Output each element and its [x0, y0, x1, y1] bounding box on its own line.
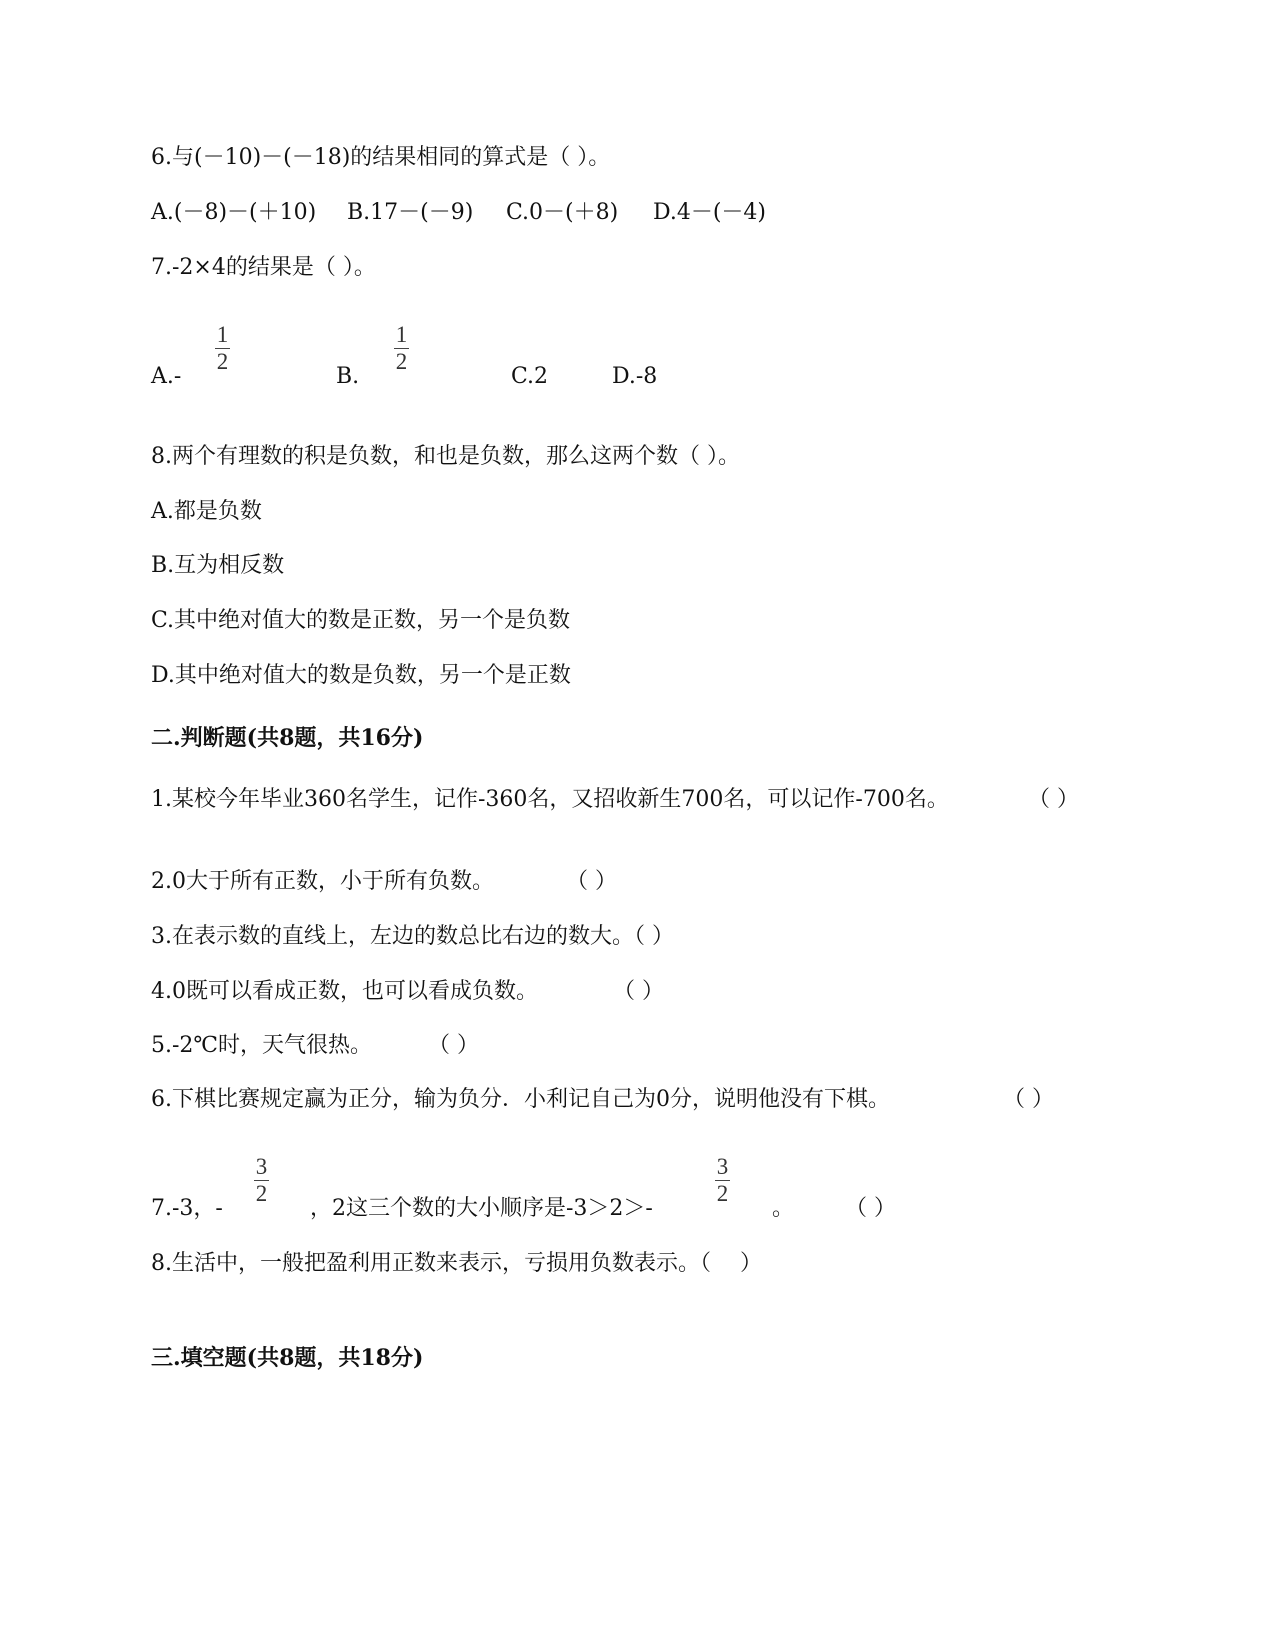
judge-item-4-blank: （ ）	[613, 979, 664, 1004]
q7-option-d: D.-8	[612, 364, 658, 389]
q6-option-a: A.(－8)－(＋10)	[151, 200, 317, 225]
judge-item-4: 4.0既可以看成正数，也可以看成负数。	[151, 979, 538, 1004]
judge-item-8: 8.生活中，一般把盈利用正数来表示，亏损用负数表示。（ ）	[151, 1251, 762, 1276]
q7-option-a: A.-	[151, 364, 182, 389]
q7-option-a-fraction	[215, 323, 230, 374]
question-6-stem: 6.与(－10)－(－18)的结果相同的算式是（ ）。	[151, 145, 611, 170]
judge-item-6: 6.下棋比赛规定赢为正分，输为负分．小利记自己为0分，说明他没有下棋。	[151, 1087, 890, 1112]
q7-option-b-fraction	[394, 323, 409, 374]
q6-option-c: C.0－(＋8)	[506, 200, 619, 225]
fraction-numerator: 3	[716, 1154, 729, 1179]
judge-item-1-blank: （ ）	[1028, 787, 1079, 812]
judge-item-2: 2.0大于所有正数，小于所有负数。	[151, 869, 494, 894]
judge-item-7-fraction-1	[254, 1155, 269, 1206]
judge-item-5-blank: （ ）	[428, 1033, 479, 1058]
judge-item-1: 1.某校今年毕业360名学生，记作-360名，又招收新生700名，可以记作-700名。	[151, 787, 949, 812]
judge-item-5: 5.-2℃时，天气很热。	[151, 1033, 373, 1058]
judge-item-7-fraction-2	[715, 1155, 730, 1206]
fraction-denominator: 2	[395, 349, 408, 374]
q6-option-d: D.4－(－4)	[653, 200, 767, 225]
fraction-numerator: 1	[216, 322, 229, 347]
fraction-numerator: 3	[255, 1154, 268, 1179]
judge-item-6-blank: （ ）	[1003, 1087, 1054, 1112]
judge-item-2-blank: （ ）	[566, 869, 617, 894]
question-8-stem: 8.两个有理数的积是负数，和也是负数，那么这两个数（ ）。	[151, 444, 740, 469]
judge-item-7-part-b: ，2这三个数的大小顺序是-3＞2＞-	[310, 1196, 653, 1221]
q8-option-b: B.互为相反数	[151, 553, 285, 578]
question-7-stem: 7.-2×4的结果是（ ）。	[151, 255, 376, 280]
fraction-denominator: 2	[716, 1181, 729, 1206]
q8-option-c: C.其中绝对值大的数是正数，另一个是负数	[151, 608, 571, 633]
judge-item-7-blank: （ ）	[845, 1196, 896, 1221]
section-2-heading: 二.判断题(共8题，共16分)	[151, 725, 424, 751]
q7-option-b: B.	[336, 364, 360, 389]
q8-option-a: A.都是负数	[151, 499, 262, 524]
q6-option-b: B.17－(－9)	[347, 200, 474, 225]
fraction-denominator: 2	[216, 349, 229, 374]
q8-option-d: D.其中绝对值大的数是负数，另一个是正数	[151, 663, 571, 688]
judge-item-3: 3.在表示数的直线上，左边的数总比右边的数大。（ ）	[151, 924, 674, 949]
judge-item-7-part-a: 7.-3，-	[151, 1196, 223, 1221]
fraction-numerator: 1	[395, 322, 408, 347]
judge-item-7-part-c: 。	[772, 1196, 795, 1221]
section-3-heading: 三.填空题(共8题，共18分)	[151, 1345, 424, 1371]
fraction-denominator: 2	[255, 1181, 268, 1206]
q7-option-c: C.2	[511, 364, 549, 389]
